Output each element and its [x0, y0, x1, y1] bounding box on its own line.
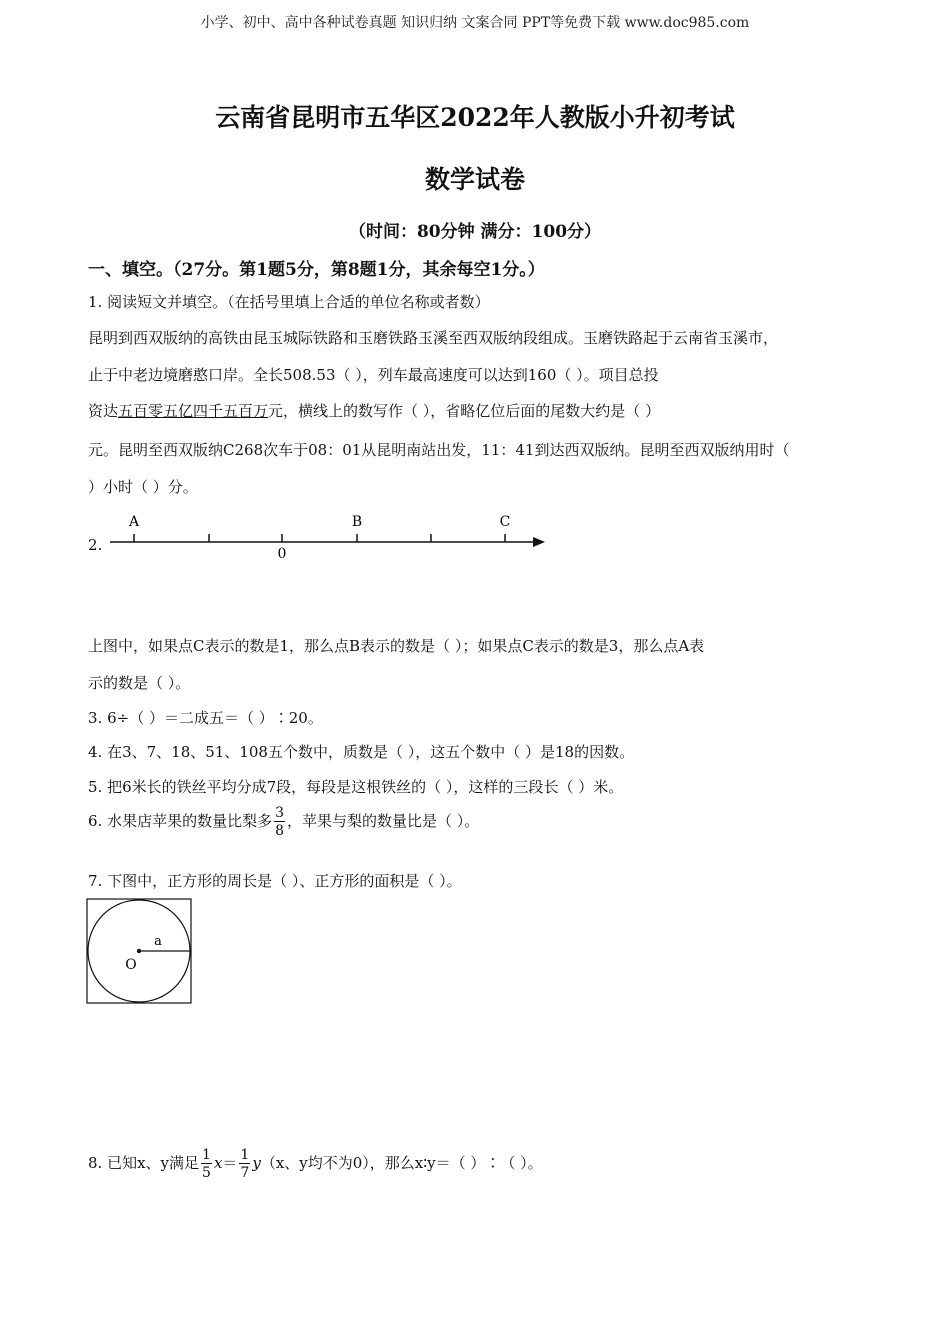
q8-eq: ＝: [222, 1154, 238, 1172]
q6-denominator: 8: [275, 823, 285, 839]
label-c: C: [499, 514, 511, 530]
q8-fraction-2: [239, 1148, 250, 1180]
exam-title: 云南省昆明市五华区2022年人教版小升初考试: [215, 103, 735, 132]
number-line-diagram: [105, 508, 555, 564]
q1-line2: 止于中老边境磨憨口岸。全长508.53（ ），列车最高速度可以达到160（ ）。项目总投: [88, 366, 659, 384]
center-label: O: [125, 957, 137, 973]
label-zero: 0: [277, 546, 287, 562]
q6: [88, 806, 479, 838]
q1-underlined-number: 五百零五亿四千五百万: [118, 402, 269, 420]
q6-text-a: 6. 水果店苹果的数量比梨多: [88, 812, 273, 830]
q8-fraction-1: [201, 1148, 212, 1180]
number-line-arrow: [533, 537, 545, 547]
q1-line4: 元。昆明至西双版纳C268次车于08：01从昆明南站出发，11：41到达西双版纳。昆明至西双版纳用时（: [88, 441, 790, 459]
label-a: A: [128, 514, 140, 530]
q7-text: 7. 下图中，正方形的周长是（ ）、正方形的面积是（ ）。: [88, 872, 462, 890]
q8-text-a: 8. 已知x、y满足: [88, 1154, 200, 1172]
q8-num-1: 1: [202, 1147, 211, 1163]
radius-label: a: [154, 934, 162, 949]
q6-text-b: ，苹果与梨的数量比是（ ）。: [287, 812, 480, 830]
q6-numerator: 3: [275, 805, 285, 821]
page-header: 小学、初中、高中各种试卷真题 知识归纳 文案合同 PPT等免费下载 www.doc985.com: [200, 15, 750, 31]
q8-text-b: （x、y均不为0），那么x∶y＝（ ）∶（ ）。: [260, 1154, 543, 1172]
q1-line3: [88, 400, 660, 421]
square-circle-diagram: [86, 898, 194, 1006]
q8: [88, 1148, 543, 1180]
q1-line3-a: 资达: [88, 402, 119, 420]
time-info: （时间：80分钟 满分：100分）: [348, 222, 602, 242]
q1-line1: 昆明到西双版纳的高铁由昆玉城际铁路和玉磨铁路玉溪至西双版纳段组成。玉磨铁路起于云南省玉溪市，: [88, 329, 779, 347]
q2-number: 2.: [88, 536, 103, 554]
q2-line1: 上图中，如果点C表示的数是1，那么点B表示的数是（ ）；如果点C表示的数是3，那么点A表: [88, 637, 705, 655]
label-b: B: [351, 514, 363, 530]
q5: 5. 把6米长的铁丝平均分成7段，每段是这根铁丝的（ ），这样的三段长（ ）米。: [88, 778, 624, 796]
q2-line2: 示的数是（ ）。: [88, 674, 191, 692]
section-heading: 一、填空。（27分。第1题5分，第8题1分，其余每空1分。）: [88, 260, 545, 280]
q8-den-2: 7: [240, 1165, 250, 1181]
exam-subtitle: 数学试卷: [424, 165, 525, 194]
q6-fraction: [274, 806, 285, 838]
q1-line5: ）小时（ ）分。: [88, 478, 198, 496]
center-point: [137, 949, 141, 953]
q3: 3. 6÷（ ）＝二成五＝（ ）∶20。: [88, 709, 323, 727]
q8-den-1: 5: [202, 1165, 211, 1181]
q8-y: y: [252, 1154, 261, 1172]
q1-line3-b: 元，横线上的数写作（ ），省略亿位后面的尾数大约是（ ）: [268, 402, 661, 420]
q8-num-2: 1: [240, 1147, 250, 1163]
q1-head: 1. 阅读短文并填空。（在括号里填上合适的单位名称或者数）: [88, 293, 490, 311]
q4: 4. 在3、7、18、51、108五个数中，质数是（ ），这五个数中（ ）是18的因数。: [88, 743, 635, 761]
q8-x: x: [213, 1154, 223, 1172]
